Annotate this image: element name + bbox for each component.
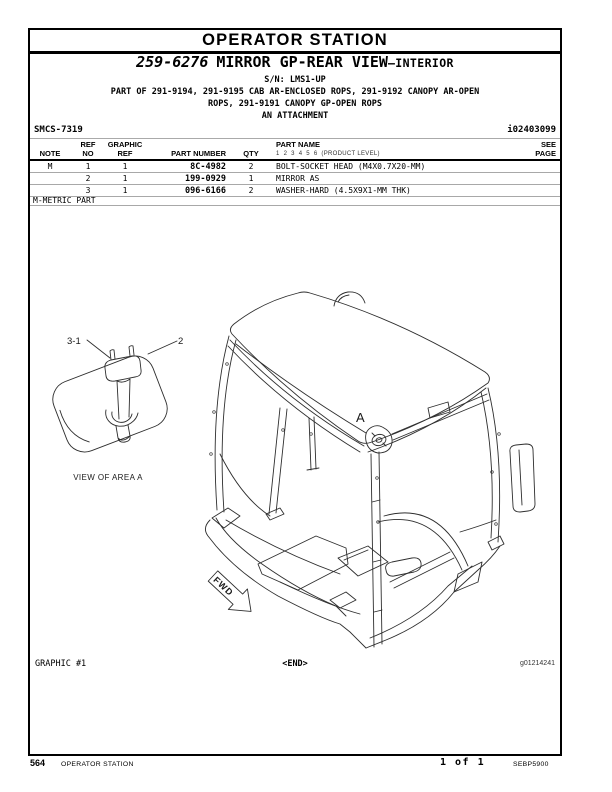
parts-table [30,138,560,206]
fwd-arrow-label: FWD [211,574,236,599]
part-of-line-2: ROPS, 291-9191 CANOPY GP-OPEN ROPS [208,99,382,109]
fwd-arrow-icon [203,566,260,622]
page-header [30,30,560,54]
exploded-view-graphic [30,202,560,658]
cell-qty: 2 [248,185,254,195]
cell-part-number: 199-0929 [185,173,226,184]
col-header-ref-no: REF NO [80,140,96,158]
title-block [30,54,560,122]
table-row [30,185,560,197]
col-header-part-number: PART NUMBER [171,148,226,158]
metric-part-footnote: M-METRIC PART [30,197,560,206]
cell-ref-no: 2 [85,173,91,183]
leader-line-3-1 [87,340,110,358]
table-row [30,161,560,173]
cell-ref-no: 3 [85,185,91,195]
cell-graphic-ref: 1 [122,161,128,171]
view-of-area-caption: VIEW OF AREA A [73,473,143,482]
serial-number-line: S/N: LMS1-UP [264,75,326,85]
col-header-note: NOTE [39,148,61,158]
graphic-id: g01214241 [519,660,555,667]
cell-ref-no: 1 [85,161,91,171]
smcs-row [30,125,560,135]
page-border [28,28,562,756]
area-a-label: A [356,410,365,425]
cell-part-number: 096-6166 [185,185,226,196]
graphic-footer-row [30,659,560,671]
footer-page-count: 1 of 1 [440,757,486,768]
smcs-code: SMCS-7319 [34,125,83,135]
doc-id: i02403099 [507,125,556,135]
leader-line-2 [148,341,177,354]
cell-part-name: BOLT-SOCKET HEAD (M4X0.7X20-MM) [276,161,426,171]
assembly-part-number: 259-6276 [136,53,209,71]
callout-3-1: 3-1 [67,336,81,347]
footer-manual-code: SEBP5900 [513,760,549,768]
footer-section-title: OPERATOR STATION [61,760,134,768]
cell-qty: 1 [248,173,254,183]
cell-graphic-ref: 1 [122,173,128,183]
table-row [30,173,560,185]
cell-graphic-ref: 1 [122,185,128,195]
cell-part-name: MIRROR AS [276,173,320,183]
product-level-legend: 1 2 3 4 5 6 (PRODUCT LEVEL) [276,150,380,157]
assembly-name: MIRROR GP-REAR VIEW [216,53,388,71]
cab-drawing [205,292,535,648]
cell-part-number: 8C-4982 [190,161,226,172]
callout-2: 2 [178,336,184,347]
graphic-number: GRAPHIC #1 [35,659,87,669]
assembly-suffix: —INTERIOR [387,56,454,70]
cell-part-name: WASHER-HARD (4.5X9X1-MM THK) [276,185,411,195]
table-header-row [30,138,560,161]
cell-note: M [47,161,53,171]
attachment-line: AN ATTACHMENT [261,111,329,121]
footer-page-number: 564 [30,758,46,768]
part-of-line-1: PART OF 291-9194, 291-9195 CAB AR-ENCLOSED ROPS, 291-9192 CANOPY AR-OPEN [110,87,480,97]
mirror-detail-drawing [47,336,183,482]
col-header-part-name: PART NAME 1 2 3 4 5 6 (PRODUCT LEVEL) [276,141,518,158]
col-header-see-page: SEE PAGE [535,140,556,158]
cell-qty: 2 [248,161,254,171]
page-title: OPERATOR STATION [202,31,388,49]
col-header-qty: QTY [243,148,259,158]
assembly-title [30,54,560,72]
end-marker: <END> [282,659,308,669]
col-header-graphic-ref: GRAPHIC REF [107,140,143,158]
